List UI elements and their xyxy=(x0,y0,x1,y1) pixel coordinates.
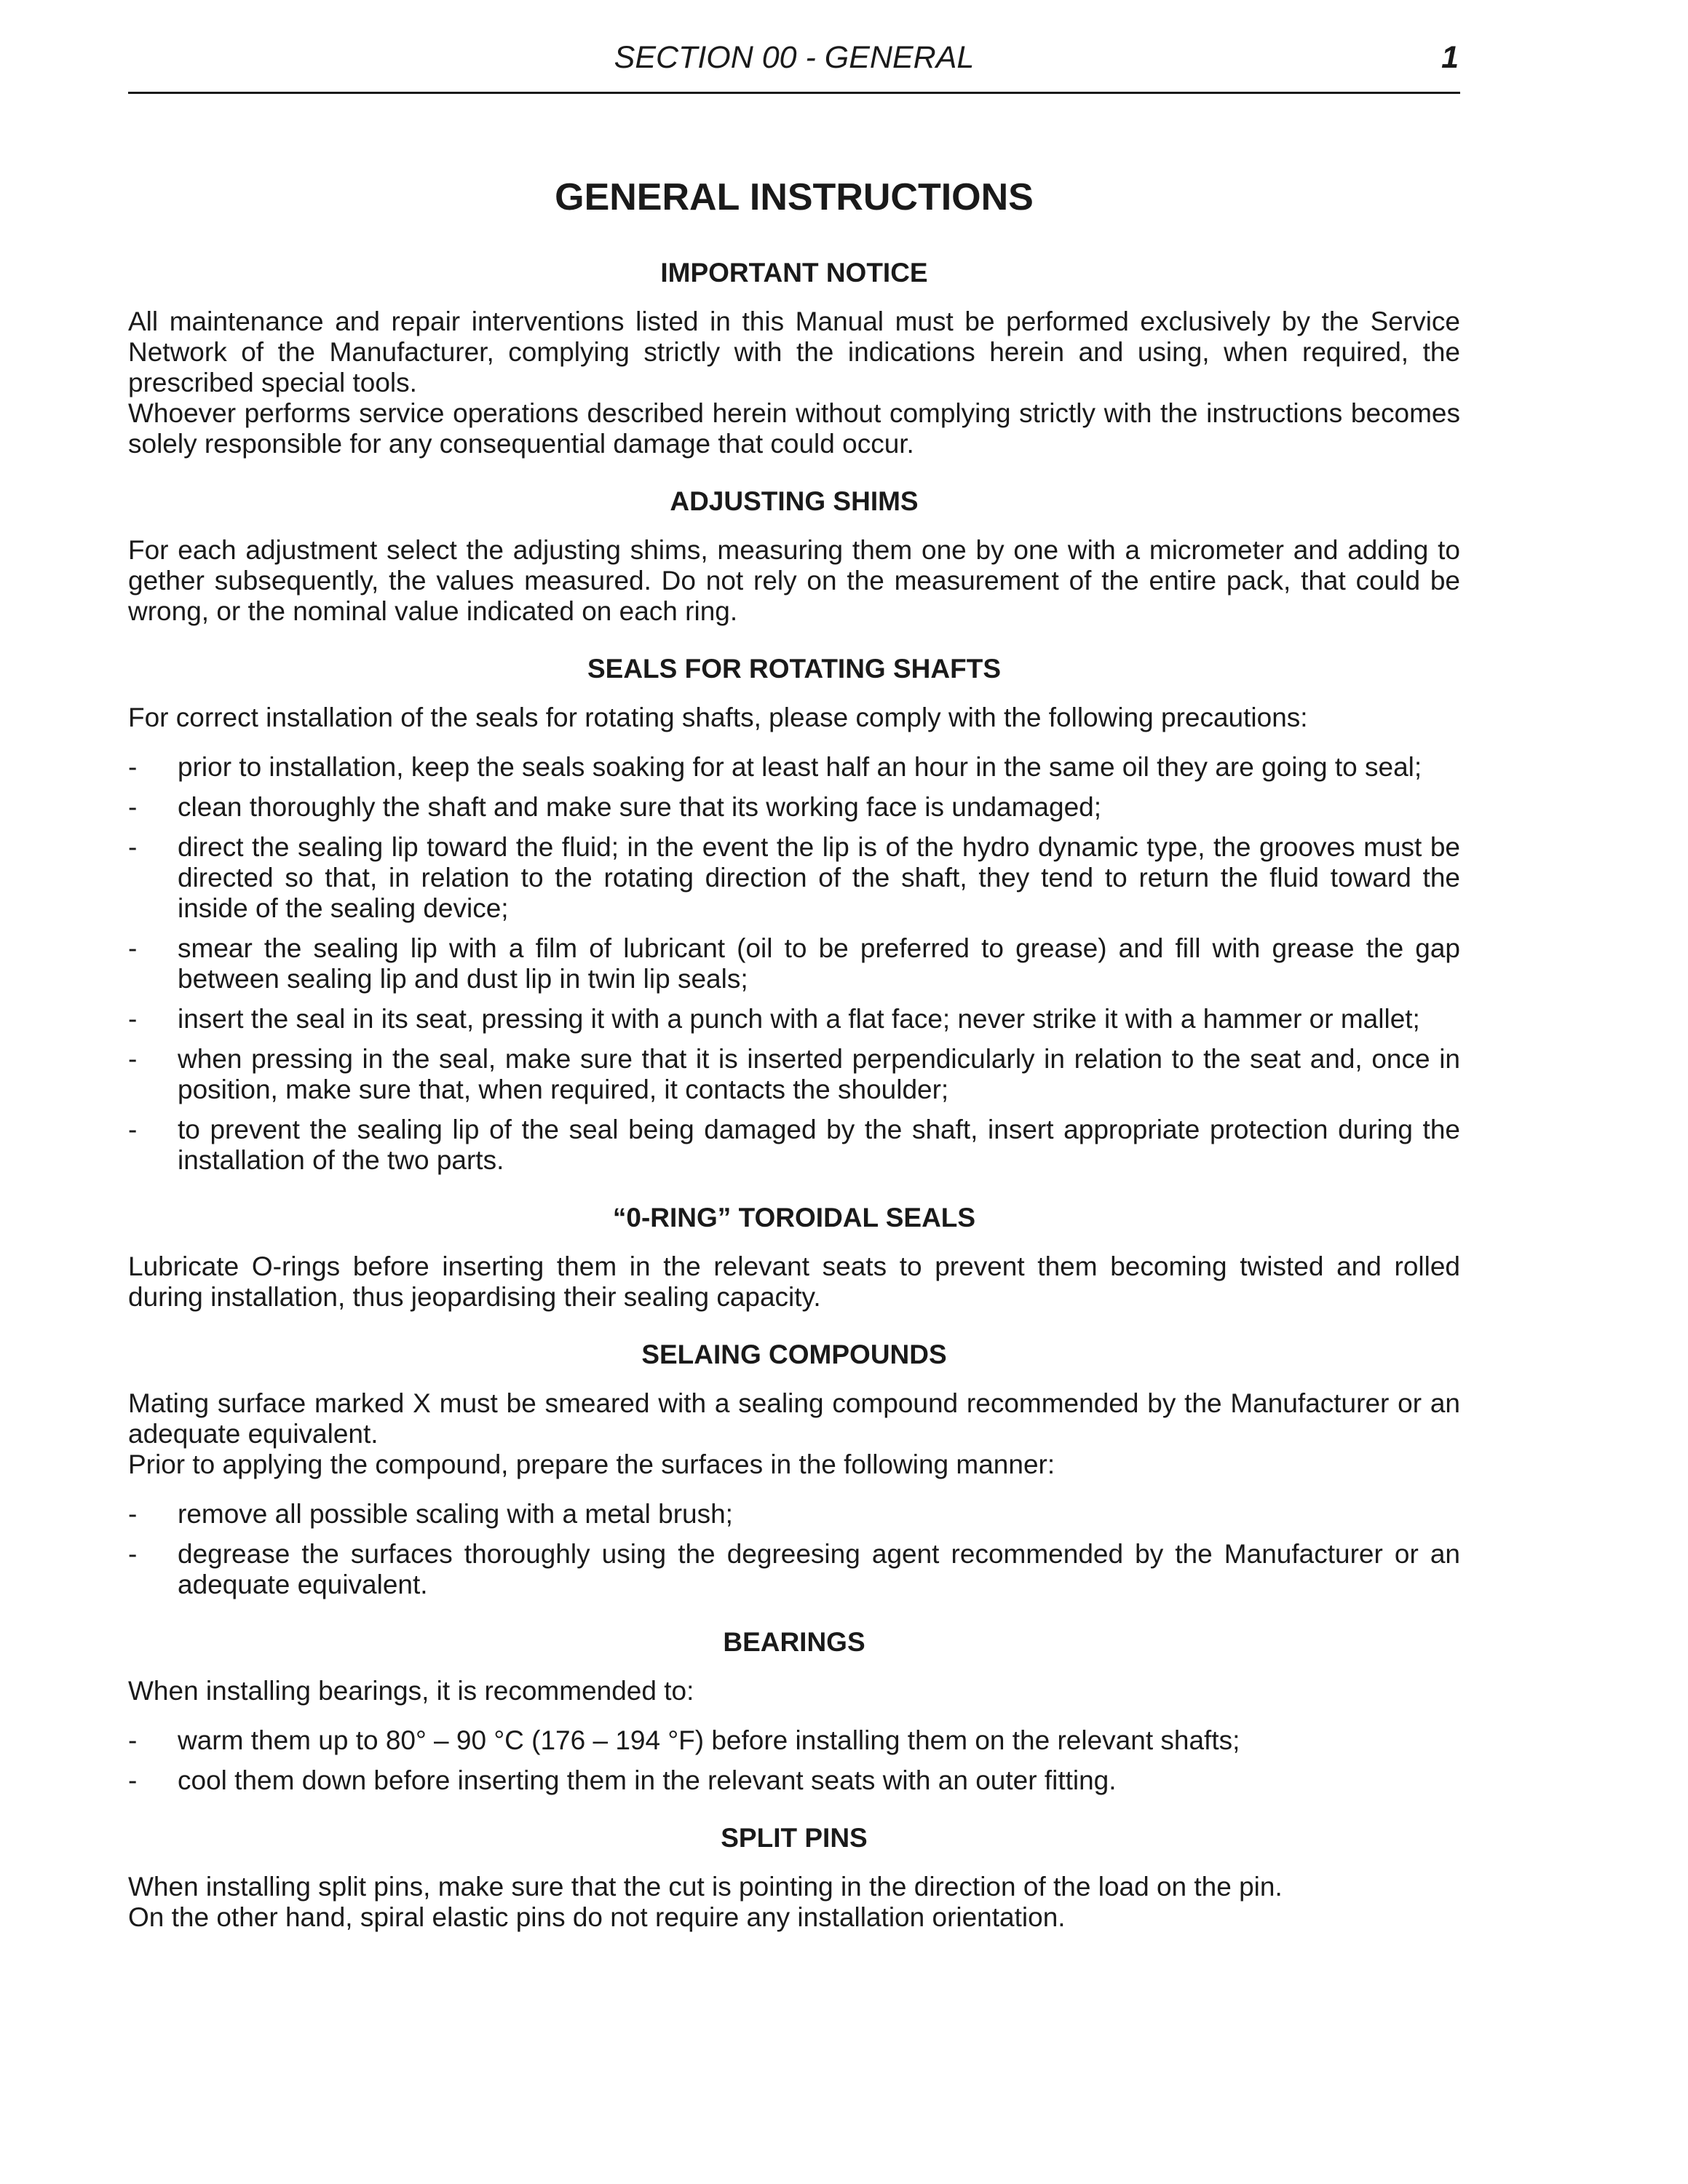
dash-bullet: - xyxy=(128,792,138,822)
section-heading: BEARINGS xyxy=(723,1627,865,1657)
header-section-title: SECTION 00 - GENERAL xyxy=(614,40,975,75)
list-item xyxy=(128,1765,1460,1796)
list-item-text: degrease the surfaces thoroughly using the degreesing agent recommended by the Manufacturer or an adequate equivalent. xyxy=(178,1539,1460,1599)
list-item xyxy=(128,832,1460,924)
list-item xyxy=(128,933,1460,994)
section-seals-rotating-shafts xyxy=(128,653,1460,1176)
section-paragraph: When installing split pins, make sure that the cut is pointing in the direction of the load on the pin. xyxy=(128,1872,1283,1902)
section-paragraph: When installing bearings, it is recommended to: xyxy=(128,1676,694,1706)
section-paragraph: Lubricate O-rings before inserting them in the relevant seats to prevent them becoming twisted and rolled during installation, thus jeopardising their sealing capacity. xyxy=(128,1251,1460,1312)
section-split-pins xyxy=(128,1822,1460,1933)
dash-bullet: - xyxy=(128,1725,138,1755)
manual-page xyxy=(128,0,1460,1933)
bullet-list xyxy=(128,1499,1460,1600)
section-paragraph: For correct installation of the seals for rotating shafts, please comply with the following precautions: xyxy=(128,703,1308,732)
section-heading: ADJUSTING SHIMS xyxy=(670,486,919,516)
list-item-text: direct the sealing lip toward the fluid; in the event the lip is of the hydro dynamic type, the grooves must be directed so that, in relation to the rotating direction of the shaft, they tend to return the fluid toward the inside of the sealing device; xyxy=(178,832,1460,923)
list-item-text: warm them up to 80° – 90 °C (176 – 194 °F) before installing them on the relevant shafts; xyxy=(178,1725,1240,1755)
dash-bullet: - xyxy=(128,832,138,862)
list-item xyxy=(128,752,1460,783)
dash-bullet: - xyxy=(128,1765,138,1795)
list-item-text: when pressing in the seal, make sure that it is inserted perpendicularly in relation to the seat and, once in position, make sure that, when required, it contacts the shoulder; xyxy=(178,1044,1460,1104)
dash-bullet: - xyxy=(128,933,138,963)
dash-bullet: - xyxy=(128,1539,138,1569)
list-item xyxy=(128,1499,1460,1530)
section-o-ring-seals xyxy=(128,1202,1460,1313)
section-paragraph: On the other hand, spiral elastic pins do not require any installation orientation. xyxy=(128,1902,1066,1932)
list-item-text: smear the sealing lip with a film of lubricant (oil to be preferred to grease) and fill with grease the gap between sealing lip and dust lip in twin lip seals; xyxy=(178,933,1460,994)
bullet-list xyxy=(128,1725,1460,1796)
section-bearings xyxy=(128,1626,1460,1796)
section-paragraph: Prior to applying the compound, prepare the surfaces in the following manner: xyxy=(128,1449,1055,1479)
bullet-list xyxy=(128,752,1460,1176)
section-paragraph: All maintenance and repair interventions listed in this Manual must be performed exclusively by the Service Network of the Manufacturer, complying strictly with the indications herein and using, when required, the prescribed special tools. xyxy=(128,306,1460,397)
section-heading: “0-RING” TOROIDAL SEALS xyxy=(612,1203,976,1233)
list-item-text: to prevent the sealing lip of the seal being damaged by the shaft, insert appropriate protection during the installation of the two parts. xyxy=(178,1115,1460,1175)
list-item-text: clean thoroughly the shaft and make sure that its working face is undamaged; xyxy=(178,792,1102,822)
dash-bullet: - xyxy=(128,752,138,782)
section-adjusting-shims xyxy=(128,486,1460,627)
list-item xyxy=(128,792,1460,823)
section-sealing-compounds xyxy=(128,1339,1460,1600)
section-paragraph: Whoever performs service operations described herein without complying strictly with the instructions becomes solely responsible for any consequential damage that could occur. xyxy=(128,398,1460,459)
section-paragraph: For each adjustment select the adjusting shims, measuring them one by one with a micrometer and adding to gether subsequently, the values measured. Do not rely on the measurement of the entire pack, that could be wrong, or the nominal value indicated on each ring. xyxy=(128,535,1460,626)
section-heading: SPLIT PINS xyxy=(721,1823,868,1853)
list-item xyxy=(128,1539,1460,1600)
dash-bullet: - xyxy=(128,1499,138,1529)
section-heading: SEALS FOR ROTATING SHAFTS xyxy=(587,654,1001,684)
list-item xyxy=(128,1004,1460,1034)
header-page-number: 1 xyxy=(1441,40,1459,75)
page-title: GENERAL INSTRUCTIONS xyxy=(555,176,1034,218)
list-item xyxy=(128,1115,1460,1176)
dash-bullet: - xyxy=(128,1115,138,1144)
section-paragraph: Mating surface marked X must be smeared with a sealing compound recommended by the Manufacturer or an adequate equivalent. xyxy=(128,1388,1460,1449)
list-item xyxy=(128,1725,1460,1756)
dash-bullet: - xyxy=(128,1044,138,1074)
list-item-text: cool them down before inserting them in the relevant seats with an outer fitting. xyxy=(178,1765,1117,1795)
page-header xyxy=(128,0,1460,94)
dash-bullet: - xyxy=(128,1004,138,1034)
section-heading: IMPORTANT NOTICE xyxy=(660,258,928,288)
list-item-text: prior to installation, keep the seals soaking for at least half an hour in the same oil they are going to seal; xyxy=(178,752,1422,782)
list-item xyxy=(128,1044,1460,1105)
section-heading: SELAING COMPOUNDS xyxy=(641,1340,947,1369)
list-item-text: remove all possible scaling with a metal brush; xyxy=(178,1499,733,1529)
list-item-text: insert the seal in its seat, pressing it with a punch with a flat face; never strike it with a hammer or mallet; xyxy=(178,1004,1420,1034)
section-important-notice xyxy=(128,257,1460,459)
